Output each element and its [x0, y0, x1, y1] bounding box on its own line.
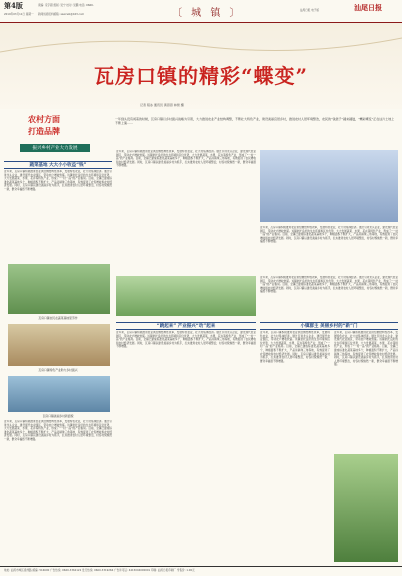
- article-column-left-bottom: 近年来，瓦房口镇积极推进农业供给侧结构性改革，发展特色农业，壮大村集体经济。通过引进龙头企业，建设现代农业园区，带动农户增收致富。该镇依托良好的生态环境和区位优势，大力发展蔬菜、水果、花卉等特色产业，形成了“一村一品”的产业格局。目前，全镇已建成标准化蔬菜基地多个，种植面积不断扩大，产品远销珠三角等地，有效促进了农民增收和农村经济发展。同时，瓦房口镇以建设美丽乡村为抓手，扎实推进农村人居环境整治，村容村貌焕然一新，群众幸福感不断增强。: [4, 420, 112, 441]
- article-column-left-top: 近年来，瓦房口镇积极推进农业供给侧结构性改革，发展特色农业，壮大村集体经济。通过引进龙头企业，建设现代农业园区，带动农户增收致富。该镇依托良好的生态环境和区位优势，大力发展蔬菜、水果、花卉等特色产业，形成了“一村一品”的产业格局。目前，全镇已建成标准化蔬菜基地多个，种植面积不断扩大，产品远销珠三角等地，有效促进了农民增收和农村经济发展。同时，瓦房口镇以建设美丽乡村为抓手，扎实推进农村人居环境整治，村容村貌焕然一新，群众幸福感不断增强。: [4, 170, 112, 191]
- article-column-right-bottom-b: 近年来，瓦房口镇积极推进农业供给侧结构性改革，发展特色农业，壮大村集体经济。通过引进龙头企业，建设现代农业园区，带动农户增收致富。该镇依托良好的生态环境和区位优势，大力发展蔬菜、水果、花卉等特色产业，形成了“一村一品”的产业格局。目前，全镇已建成标准化蔬菜基地多个，种植面积不断扩大，产品远销珠三角等地，有效促进了农民增收和农村经济发展。同时，瓦房口镇以建设美丽乡村为抓手，扎实推进农村人居环境整治，村容村貌焕然一新，群众幸福感不断增强。: [334, 331, 398, 367]
- edition-label: 汕尾日报 电子版: [300, 9, 319, 12]
- badge-ribbon: 振兴乡村产业大力发展: [20, 144, 90, 152]
- photo-village: [8, 376, 110, 412]
- badge-line-1: 农村方面: [28, 114, 60, 124]
- photo-farmer-crops: [334, 454, 398, 562]
- photo-exhibition: [8, 324, 110, 366]
- editor-info: 责编: 宋宇超 组版: 吴宁 校对: 吴鹏 电话: 0660-: [38, 4, 94, 7]
- article-column-right-bottom-a: 近年来，瓦房口镇积极推进农业供给侧结构性改革，发展特色农业，壮大村集体经济。通过引进龙头企业，建设现代农业园区，带动农户增收致富。该镇依托良好的生态环境和区位优势，大力发展蔬菜、水果、花卉等特色产业，形成了“一村一品”的产业格局。目前，全镇已建成标准化蔬菜基地多个，种植面积不断扩大，产品远销珠三角等地，有效促进了农民增收和农村经济发展。同时，瓦房口镇以建设美丽乡村为抓手，扎实推进农村人居环境整治，村容村貌焕然一新，群众幸福感不断增强。: [260, 331, 330, 363]
- photo-caption-3: 瓦房口镇美丽乡村新面貌: [42, 414, 74, 418]
- banner-decoration: [0, 24, 402, 54]
- article-column-mid-bottom: 近年来，瓦房口镇积极推进农业供给侧结构性改革，发展特色农业，壮大村集体经济。通过引进龙头企业，建设现代农业园区，带动农户增收致富。该镇依托良好的生态环境和区位优势，大力发展蔬菜、水果、花卉等特色产业，形成了“一村一品”的产业格局。目前，全镇已建成标准化蔬菜基地多个，种植面积不断扩大，产品远销珠三角等地，有效促进了农民增收和农村经济发展。同时，瓦房口镇以建设美丽乡村为抓手，扎实推进农村人居环境整治，村容村貌焕然一新，群众幸福感不断增强。: [116, 331, 256, 349]
- photo-event-stage: [260, 150, 398, 222]
- news-tip-email: 新闻线索报料邮箱: swxrwb@163.com: [38, 13, 85, 16]
- section-heading-3: 小镇群主 美丽乡村的“新”门: [260, 322, 398, 330]
- photo-field-workers: [8, 264, 110, 314]
- section-heading-1: 蔬菜基地 大大小小收益“钱”: [4, 161, 112, 169]
- article-column-right-top: 近年来，瓦房口镇积极推进农业供给侧结构性改革，发展特色农业，壮大村集体经济。通过引进龙头企业，建设现代农业园区，带动农户增收致富。该镇依托良好的生态环境和区位优势，大力发展蔬菜、水果、花卉等特色产业，形成了“一村一品”的产业格局。目前，全镇已建成标准化蔬菜基地多个，种植面积不断扩大，产品远销珠三角等地，有效促进了农民增收和农村经济发展。同时，瓦房口镇以建设美丽乡村为抓手，扎实推进农村人居环境整治，村容村貌焕然一新，群众幸福感不断增强。: [260, 226, 398, 244]
- page-footer: 地址: 汕尾市城区香洲路 邮编: 516600 广告热线: 0660-3362122 发行热线: 0660-3319266 广告许可证: 4415004000001 印刷: 汕尾日报印刷厂 零售价: 1.00元: [0, 566, 402, 576]
- photo-caption-2: 瓦房口镇特色产业助力乡村振兴: [38, 368, 78, 372]
- article-column-right-mid: 近年来，瓦房口镇积极推进农业供给侧结构性改革，发展特色农业，壮大村集体经济。通过引进龙头企业，建设现代农业园区，带动农户增收致富。该镇依托良好的生态环境和区位优势，大力发展蔬菜、水果、花卉等特色产业，形成了“一村一品”的产业格局。目前，全镇已建成标准化蔬菜基地多个，种植面积不断扩大，产品远销珠三角等地，有效促进了农民增收和农村经济发展。同时，瓦房口镇以建设美丽乡村为抓手，扎实推进农村人居环境整治，村容村貌焕然一新，群众幸福感不断增强。: [260, 276, 398, 294]
- article-column-mid-top: 近年来，瓦房口镇积极推进农业供给侧结构性改革，发展特色农业，壮大村集体经济。通过引进龙头企业，建设现代农业园区，带动农户增收致富。该镇依托良好的生态环境和区位优势，大力发展蔬菜、水果、花卉等特色产业，形成了“一村一品”的产业格局。目前，全镇已建成标准化蔬菜基地多个，种植面积不断扩大，产品远销珠三角等地，有效促进了农民增收和农村经济发展。同时，瓦房口镇以建设美丽乡村为抓手，扎实推进农村人居环境整治，村容村貌焕然一新，群众幸福感不断增强。: [116, 150, 256, 168]
- badge-line-2: 打造品牌: [28, 126, 60, 136]
- byline: 记者 程冰 通讯员 黄思思 林智 摄: [140, 103, 184, 107]
- page-headline: 瓦房口镇的精彩“蝶变”: [93, 64, 308, 88]
- section-title: 〔 城 镇 〕: [172, 8, 243, 19]
- photo-caption-1: 瓦房口镇农民在蔬菜基地里劳作: [38, 316, 78, 320]
- lede-paragraph: 一年到头没有闲着的时候，瓦房口镇以乡村振兴战略为引领，大力推进农业产业结构调整，不断壮大特色产业，建设美丽宜居乡村，推进农村人居环境整治，农民的“钱袋子”越来越鼓，“精彩蝶变”正在这片土地上不断上演……: [115, 117, 395, 125]
- section-heading-2: “跳起来” 产业振兴“动”起来: [116, 322, 256, 330]
- page-number: 第4版: [4, 1, 23, 10]
- newspaper-logo: 汕尾日报: [354, 3, 382, 12]
- issue-date: 2019年03月11日 星期一: [4, 13, 34, 16]
- photo-greenhouse: [116, 276, 256, 316]
